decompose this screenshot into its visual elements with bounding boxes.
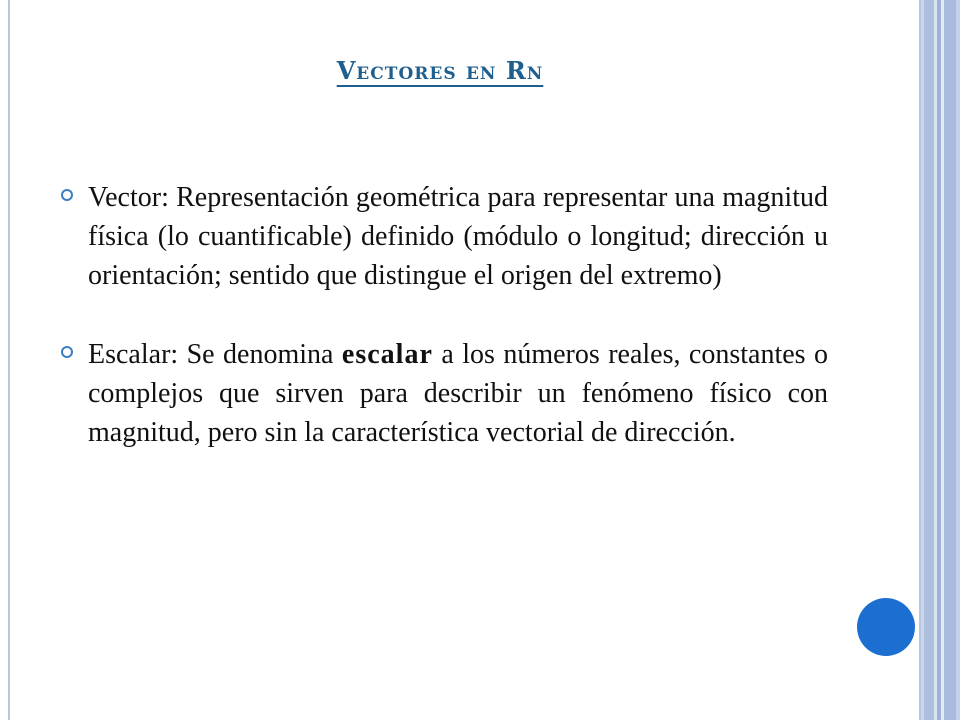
stripe — [956, 0, 960, 720]
bullet-text: Vector: Representación geométrica para representar una magnitud física (lo cuantificable) definido (módulo o longitud; dirección u orientación; sentido que distingue el origen del extremo) — [88, 182, 828, 291]
stripe — [924, 0, 934, 720]
bullet-text — [88, 335, 828, 452]
bullet-icon — [60, 178, 88, 206]
bullet-icon — [60, 335, 88, 363]
slide-content — [60, 178, 828, 492]
side-stripes-decoration — [921, 0, 960, 720]
bullet-text-after: a los números reales, constantes o complejos que sirven para describir un fenómeno físico con magnitud, pero sin la característica vectorial de dirección. — [88, 339, 828, 448]
stripe — [944, 0, 956, 720]
bullet-text-before: Escalar: Se denomina — [88, 339, 342, 370]
bullet-item-escalar — [60, 335, 828, 452]
bullet-text-bold: escalar — [341, 339, 433, 370]
slide-title: Vectores en Rn — [336, 56, 544, 85]
circle-decoration-icon — [857, 598, 915, 656]
bullet-item-vector — [60, 178, 828, 295]
